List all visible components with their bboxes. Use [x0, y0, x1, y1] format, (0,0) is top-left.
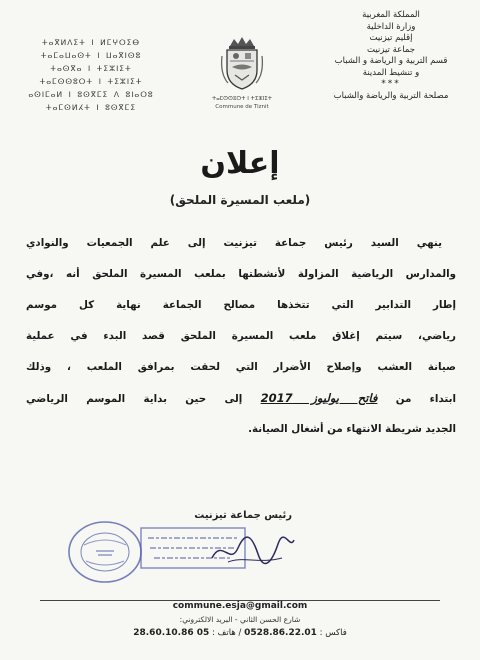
header-commune: جماعة تيزنيت: [367, 44, 415, 55]
crest-caption-latin: Commune de Tiznit: [215, 104, 269, 110]
footer-contacts: فاكس : 0528.86.22.01 / هاتف : 05 28.60.10.86: [133, 628, 347, 638]
tifinagh-line: ⵜⴰⴳⵍⴷⵉⵜ ⵏ ⵍⵎⵖⵔⵉⴱ: [41, 38, 141, 47]
announcement-subtitle: (ملعب المسيرة الملحق): [169, 193, 311, 207]
phone-number: 05 28.60.10.86: [133, 628, 210, 638]
date-suffix: إلى حين بداية الموسم الرياضي: [26, 393, 243, 405]
fax-number: 0528.86.22.01: [244, 628, 317, 638]
header-arabic: [316, 10, 466, 102]
header-kingdom: المملكة المغربية: [362, 10, 420, 20]
header-province: إقليم تيزنيت: [369, 33, 413, 43]
tifinagh-line: ⵜⴰⵎⵙⵍⵃⵜ ⵏ ⵓⵙⴳⵎⵉ: [45, 103, 137, 112]
header-department: قسم التربية و الرياضة و الشباب: [334, 56, 448, 66]
body-line-date: [26, 383, 456, 414]
tifinagh-line: ⴰⵙⵏⵎⴰⵍ ⵏ ⵓⵙⴳⵎⵉ ⴷ ⵓⵏⴰⵔⵓ: [28, 90, 154, 99]
header-ministry: وزارة الداخلية: [366, 21, 416, 32]
tifinagh-line: ⵜⴰⵎⴰⵡⴰⵙⵜ ⵏ ⵡⴰⴳⵏⵙⵓ: [40, 51, 142, 60]
tifinagh-line: ⵜⴰⵎⵙⵙⵓⵔⵜ ⵏ ⵜⵉⵣⵏⵉⵜ: [39, 77, 143, 86]
signature-icon: [208, 532, 296, 568]
announcement-body: [26, 228, 456, 445]
footer-email: commune.esja@gmail.com: [172, 601, 308, 611]
footer-address: شارع الحسن الثاني - البريد الالكتروني:: [179, 615, 301, 624]
closure-date: فاتح يوليوز 2017: [260, 391, 378, 405]
signature-title: رئيس جماعة تيزنيت: [194, 510, 292, 521]
municipal-crest-icon: [218, 34, 266, 92]
date-prefix: ابتداء من: [395, 393, 456, 405]
header-service: مصلحة التربية والرياضة والشباب: [333, 90, 449, 101]
header-tifinagh: [16, 36, 166, 114]
body-line: ينهي السيد رئيس جماعة تيزنيت إلى علم الجمعيات والنوادي: [26, 237, 442, 249]
fax-label: فاكس :: [319, 628, 347, 638]
body-line: صيانة العشب وإصلاح الأضرار التي لحقت بمرافق الملعب ، وذلك: [26, 361, 456, 373]
crest-caption-tifinagh: ⵜⴰⵎⵙⵙⵓⵔⵜ ⵏ ⵜⵉⵣⵏⵉⵜ: [211, 96, 272, 102]
header-stars: ***: [381, 79, 401, 89]
body-line: رياضي، سيتم إغلاق ملعب المسيرة الملحق قصد البدء في عملية: [26, 330, 456, 342]
body-line: والمدارس الرياضية المزاولة لأنشطتها بملعب المسيرة الملحق أنه ،وفي: [26, 268, 456, 280]
phone-label: هاتف :: [211, 628, 236, 638]
round-stamp-icon: [64, 517, 146, 587]
tifinagh-line: ⵜⴰⵙⴳⴰ ⵏ ⵜⵉⵣⵏⵉⵜ: [50, 64, 132, 73]
header-department-2: و تنشيط المدينة: [362, 67, 420, 78]
announcement-title: إعلان: [200, 146, 280, 181]
body-line-last: الجديد شريطة الانتهاء من أشغال الصيانة.: [248, 423, 456, 435]
body-line: إطار التدابير التي تتخذها مصالح الجماعة نهاية كل موسم: [26, 299, 456, 311]
